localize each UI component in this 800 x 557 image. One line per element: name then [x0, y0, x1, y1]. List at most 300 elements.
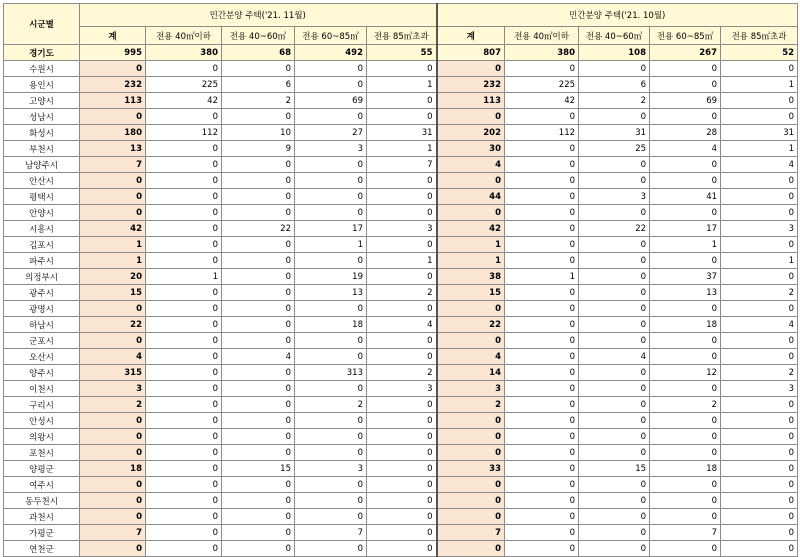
value-cell-nov: 0	[222, 269, 295, 285]
value-cell-nov: 0	[146, 365, 222, 381]
value-cell-oct: 0	[579, 285, 650, 301]
value-cell-oct: 0	[579, 61, 650, 77]
total-cell-nov: 18	[80, 461, 146, 477]
total-cell-nov: 0	[80, 109, 146, 125]
value-cell-nov: 0	[367, 93, 437, 109]
total-cell-oct: 0	[437, 509, 505, 525]
value-cell-nov: 0	[367, 333, 437, 349]
value-cell-nov: 0	[222, 445, 295, 461]
value-cell-oct: 0	[721, 461, 798, 477]
table-row	[4, 157, 798, 173]
value-cell-oct: 3	[579, 189, 650, 205]
value-cell-nov: 0	[295, 253, 367, 269]
value-cell-oct: 13	[650, 285, 721, 301]
value-cell-nov: 3	[295, 141, 367, 157]
value-cell-nov: 0	[295, 333, 367, 349]
table-row	[4, 109, 798, 125]
value-cell-nov: 1	[367, 253, 437, 269]
value-cell-nov: 13	[295, 285, 367, 301]
value-cell-nov: 0	[146, 141, 222, 157]
value-cell-nov: 0	[222, 413, 295, 429]
total-cell-nov: 0	[80, 61, 146, 77]
value-cell-nov: 0	[222, 365, 295, 381]
region-cell: 오산시	[4, 349, 80, 365]
value-cell-nov: 0	[222, 525, 295, 541]
value-cell-oct: 0	[505, 301, 579, 317]
value-cell-nov: 22	[222, 221, 295, 237]
value-cell-oct: 0	[579, 509, 650, 525]
region-cell: 광명시	[4, 301, 80, 317]
value-cell-oct: 0	[579, 541, 650, 557]
value-cell-nov: 0	[222, 189, 295, 205]
value-cell-oct: 0	[505, 525, 579, 541]
value-cell-nov: 1	[367, 77, 437, 93]
table-row	[4, 173, 798, 189]
value-cell-oct: 0	[579, 317, 650, 333]
value-cell-oct: 41	[650, 189, 721, 205]
housing-supply-table	[3, 3, 798, 557]
value-cell-oct: 31	[721, 125, 798, 141]
region-cell: 연천군	[4, 541, 80, 557]
value-cell-oct: 1	[721, 141, 798, 157]
region-cell: 남양주시	[4, 157, 80, 173]
value-cell-nov: 0	[367, 445, 437, 461]
region-cell: 부천시	[4, 141, 80, 157]
value-cell-oct: 22	[579, 221, 650, 237]
value-cell-nov: 0	[222, 173, 295, 189]
region-cell: 군포시	[4, 333, 80, 349]
value-cell-oct: 0	[579, 173, 650, 189]
table-row	[4, 333, 798, 349]
table-row	[4, 509, 798, 525]
value-cell-nov: 0	[367, 429, 437, 445]
value-cell-nov: 0	[295, 173, 367, 189]
value-cell-nov: 15	[222, 461, 295, 477]
value-cell-oct: 0	[721, 397, 798, 413]
value-cell-oct: 0	[721, 333, 798, 349]
total-cell-oct: 44	[437, 189, 505, 205]
total-cell-oct: 0	[437, 413, 505, 429]
total-cell-oct: 232	[437, 77, 505, 93]
region-cell: 과천시	[4, 509, 80, 525]
table-row	[4, 237, 798, 253]
value-cell-oct: 18	[650, 461, 721, 477]
value-cell-nov: 0	[367, 61, 437, 77]
value-cell-nov: 42	[146, 93, 222, 109]
total-cell-nov: 0	[80, 445, 146, 461]
value-cell-nov: 0	[367, 461, 437, 477]
table-row	[4, 413, 798, 429]
value-cell-oct: 0	[650, 493, 721, 509]
value-cell-oct: 0	[505, 445, 579, 461]
table-row	[4, 269, 798, 285]
value-cell-oct: 0	[579, 397, 650, 413]
table-row	[4, 205, 798, 221]
total-cell-oct: 0	[437, 333, 505, 349]
value-cell-nov: 0	[295, 77, 367, 93]
value-cell-oct: 0	[505, 61, 579, 77]
value-cell-nov: 4	[367, 317, 437, 333]
region-cell: 포천시	[4, 445, 80, 461]
value-cell-nov: 55	[367, 45, 437, 61]
value-cell-oct: 0	[721, 541, 798, 557]
total-cell-oct: 0	[437, 61, 505, 77]
region-cell: 고양시	[4, 93, 80, 109]
value-cell-nov: 18	[295, 317, 367, 333]
value-cell-oct: 0	[505, 333, 579, 349]
total-cell-oct: 14	[437, 365, 505, 381]
total-cell-nov: 0	[80, 493, 146, 509]
table-row	[4, 493, 798, 509]
value-cell-nov: 0	[295, 109, 367, 125]
total-cell-nov: 315	[80, 365, 146, 381]
value-cell-oct: 0	[579, 525, 650, 541]
value-cell-nov: 0	[222, 157, 295, 173]
value-cell-nov: 0	[146, 525, 222, 541]
total-cell-nov: 0	[80, 205, 146, 221]
col-header-over85-oct: 전용 85㎡초과	[721, 27, 798, 45]
total-cell-nov: 42	[80, 221, 146, 237]
value-cell-nov: 112	[146, 125, 222, 141]
value-cell-nov: 0	[367, 205, 437, 221]
value-cell-nov: 0	[222, 333, 295, 349]
value-cell-nov: 0	[146, 413, 222, 429]
value-cell-nov: 0	[295, 541, 367, 557]
value-cell-oct: 0	[579, 109, 650, 125]
region-cell: 수원시	[4, 61, 80, 77]
value-cell-oct: 2	[650, 397, 721, 413]
value-cell-oct: 0	[505, 253, 579, 269]
total-cell-oct: 0	[437, 301, 505, 317]
value-cell-oct: 1	[721, 77, 798, 93]
value-cell-oct: 0	[721, 525, 798, 541]
total-cell-oct: 807	[437, 45, 505, 61]
value-cell-oct: 0	[579, 493, 650, 509]
value-cell-oct: 4	[721, 317, 798, 333]
total-cell-nov: 0	[80, 413, 146, 429]
total-cell-oct: 7	[437, 525, 505, 541]
value-cell-nov: 0	[146, 445, 222, 461]
value-cell-oct: 112	[505, 125, 579, 141]
value-cell-oct: 0	[721, 493, 798, 509]
value-cell-oct: 1	[721, 253, 798, 269]
total-cell-nov: 0	[80, 541, 146, 557]
value-cell-oct: 0	[721, 237, 798, 253]
value-cell-oct: 2	[721, 285, 798, 301]
region-cell: 화성시	[4, 125, 80, 141]
value-cell-oct: 0	[721, 509, 798, 525]
value-cell-oct: 69	[650, 93, 721, 109]
value-cell-oct: 6	[579, 77, 650, 93]
value-cell-oct: 7	[650, 525, 721, 541]
col-header-60-85-nov: 전용 60~85㎡	[295, 27, 367, 45]
region-cell: 이천시	[4, 381, 80, 397]
col-header-60-85-oct: 전용 60~85㎡	[650, 27, 721, 45]
header-row-groups	[4, 4, 798, 27]
table-row	[4, 317, 798, 333]
total-cell-oct: 38	[437, 269, 505, 285]
value-cell-oct: 0	[650, 173, 721, 189]
total-cell-nov: 1	[80, 237, 146, 253]
value-cell-oct: 0	[505, 141, 579, 157]
value-cell-oct: 0	[505, 349, 579, 365]
region-cell: 경기도	[4, 45, 80, 61]
value-cell-nov: 19	[295, 269, 367, 285]
value-cell-nov: 3	[367, 221, 437, 237]
value-cell-oct: 0	[721, 349, 798, 365]
value-cell-nov: 1	[146, 269, 222, 285]
total-cell-nov: 7	[80, 525, 146, 541]
value-cell-oct: 4	[721, 157, 798, 173]
table-row	[4, 445, 798, 461]
region-cell: 구리시	[4, 397, 80, 413]
value-cell-nov: 0	[222, 253, 295, 269]
value-cell-oct: 0	[505, 429, 579, 445]
value-cell-nov: 0	[146, 429, 222, 445]
value-cell-nov: 0	[295, 205, 367, 221]
header-row-columns	[4, 27, 798, 45]
value-cell-nov: 0	[295, 413, 367, 429]
value-cell-oct: 0	[505, 157, 579, 173]
value-cell-oct: 0	[721, 413, 798, 429]
value-cell-oct: 0	[505, 189, 579, 205]
value-cell-nov: 0	[367, 109, 437, 125]
value-cell-oct: 0	[579, 333, 650, 349]
value-cell-oct: 4	[579, 349, 650, 365]
value-cell-nov: 0	[295, 509, 367, 525]
region-cell: 안성시	[4, 413, 80, 429]
value-cell-oct: 0	[650, 477, 721, 493]
value-cell-oct: 108	[579, 45, 650, 61]
value-cell-nov: 380	[146, 45, 222, 61]
value-cell-oct: 0	[650, 253, 721, 269]
value-cell-oct: 0	[505, 413, 579, 429]
value-cell-oct: 1	[505, 269, 579, 285]
total-cell-nov: 113	[80, 93, 146, 109]
table-row	[4, 429, 798, 445]
value-cell-oct: 0	[650, 413, 721, 429]
value-cell-oct: 0	[505, 173, 579, 189]
col-header-over85-nov: 전용 85㎡초과	[367, 27, 437, 45]
value-cell-nov: 2	[367, 365, 437, 381]
value-cell-nov: 7	[367, 157, 437, 173]
total-cell-nov: 15	[80, 285, 146, 301]
total-cell-nov: 0	[80, 477, 146, 493]
total-cell-oct: 0	[437, 429, 505, 445]
value-cell-oct: 0	[721, 429, 798, 445]
value-cell-oct: 0	[505, 397, 579, 413]
total-cell-oct: 30	[437, 141, 505, 157]
value-cell-nov: 0	[146, 541, 222, 557]
total-cell-oct: 0	[437, 173, 505, 189]
total-cell-nov: 0	[80, 509, 146, 525]
total-cell-nov: 0	[80, 429, 146, 445]
region-cell: 시흥시	[4, 221, 80, 237]
value-cell-nov: 68	[222, 45, 295, 61]
value-cell-oct: 0	[579, 381, 650, 397]
table-row	[4, 221, 798, 237]
value-cell-oct: 0	[579, 429, 650, 445]
value-cell-oct: 0	[579, 269, 650, 285]
value-cell-oct: 0	[721, 301, 798, 317]
total-cell-nov: 180	[80, 125, 146, 141]
value-cell-oct: 0	[650, 77, 721, 93]
col-header-40-60-oct: 전용 40~60㎡	[579, 27, 650, 45]
value-cell-oct: 0	[721, 61, 798, 77]
value-cell-oct: 0	[721, 189, 798, 205]
value-cell-nov: 0	[367, 525, 437, 541]
table-row	[4, 365, 798, 381]
total-cell-oct: 0	[437, 541, 505, 557]
value-cell-oct: 2	[579, 93, 650, 109]
value-cell-oct: 0	[505, 381, 579, 397]
total-cell-oct: 0	[437, 205, 505, 221]
value-cell-nov: 0	[222, 237, 295, 253]
value-cell-nov: 0	[146, 221, 222, 237]
table-row	[4, 93, 798, 109]
value-cell-nov: 69	[295, 93, 367, 109]
value-cell-oct: 267	[650, 45, 721, 61]
region-cell: 양주시	[4, 365, 80, 381]
value-cell-nov: 0	[146, 205, 222, 221]
value-cell-nov: 6	[222, 77, 295, 93]
value-cell-oct: 0	[505, 317, 579, 333]
table-row	[4, 541, 798, 557]
total-cell-oct: 33	[437, 461, 505, 477]
total-cell-oct: 202	[437, 125, 505, 141]
value-cell-oct: 0	[650, 381, 721, 397]
total-cell-nov: 22	[80, 317, 146, 333]
value-cell-oct: 18	[650, 317, 721, 333]
total-cell-nov: 995	[80, 45, 146, 61]
total-cell-oct: 0	[437, 445, 505, 461]
total-cell-oct: 0	[437, 477, 505, 493]
value-cell-oct: 0	[721, 445, 798, 461]
value-cell-oct: 0	[505, 205, 579, 221]
value-cell-nov: 225	[146, 77, 222, 93]
table-row	[4, 285, 798, 301]
value-cell-oct: 0	[579, 445, 650, 461]
value-cell-nov: 0	[222, 509, 295, 525]
value-cell-nov: 0	[222, 493, 295, 509]
value-cell-oct: 25	[579, 141, 650, 157]
value-cell-nov: 0	[367, 397, 437, 413]
value-cell-nov: 0	[295, 493, 367, 509]
total-cell-nov: 1	[80, 253, 146, 269]
value-cell-nov: 0	[295, 429, 367, 445]
value-cell-nov: 2	[222, 93, 295, 109]
value-cell-oct: 0	[579, 301, 650, 317]
region-cell: 용인시	[4, 77, 80, 93]
value-cell-nov: 0	[146, 157, 222, 173]
value-cell-nov: 0	[295, 445, 367, 461]
col-header-total-nov: 계	[80, 27, 146, 45]
value-cell-oct: 0	[579, 237, 650, 253]
table-row	[4, 477, 798, 493]
value-cell-nov: 0	[146, 253, 222, 269]
table-row	[4, 125, 798, 141]
value-cell-nov: 0	[146, 301, 222, 317]
value-cell-nov: 0	[295, 381, 367, 397]
value-cell-oct: 0	[579, 157, 650, 173]
value-cell-nov: 0	[222, 397, 295, 413]
value-cell-oct: 52	[721, 45, 798, 61]
total-cell-oct: 0	[437, 493, 505, 509]
value-cell-oct: 0	[579, 477, 650, 493]
value-cell-nov: 0	[146, 509, 222, 525]
value-cell-oct: 0	[505, 461, 579, 477]
value-cell-oct: 0	[505, 221, 579, 237]
table-body	[4, 45, 798, 557]
value-cell-nov: 4	[222, 349, 295, 365]
total-cell-nov: 0	[80, 173, 146, 189]
region-cell: 의정부시	[4, 269, 80, 285]
value-cell-oct: 0	[579, 365, 650, 381]
value-cell-oct: 0	[579, 253, 650, 269]
group-header-nov: 민간분양 주택('21. 11월)	[80, 4, 437, 27]
value-cell-oct: 37	[650, 269, 721, 285]
col-header-under40-oct: 전용 40㎡이하	[505, 27, 579, 45]
col-header-under40-nov: 전용 40㎡이하	[146, 27, 222, 45]
value-cell-oct: 3	[721, 381, 798, 397]
value-cell-nov: 0	[222, 429, 295, 445]
group-header-oct: 민간분양 주택('21. 10월)	[437, 4, 798, 27]
value-cell-nov: 0	[367, 413, 437, 429]
value-cell-oct: 12	[650, 365, 721, 381]
region-cell: 파주시	[4, 253, 80, 269]
value-cell-nov: 0	[146, 61, 222, 77]
region-cell: 김포시	[4, 237, 80, 253]
value-cell-nov: 0	[367, 493, 437, 509]
total-cell-oct: 15	[437, 285, 505, 301]
value-cell-nov: 0	[146, 173, 222, 189]
table-row	[4, 301, 798, 317]
value-cell-nov: 0	[222, 301, 295, 317]
value-cell-nov: 1	[367, 141, 437, 157]
total-cell-nov: 20	[80, 269, 146, 285]
total-cell-oct: 3	[437, 381, 505, 397]
table-row	[4, 381, 798, 397]
value-cell-nov: 0	[222, 205, 295, 221]
col-header-total-oct: 계	[437, 27, 505, 45]
value-cell-oct: 15	[579, 461, 650, 477]
value-cell-oct: 0	[650, 429, 721, 445]
total-cell-nov: 13	[80, 141, 146, 157]
value-cell-nov: 0	[146, 349, 222, 365]
value-cell-nov: 0	[367, 541, 437, 557]
value-cell-nov: 0	[222, 381, 295, 397]
value-cell-nov: 0	[146, 381, 222, 397]
value-cell-nov: 0	[367, 269, 437, 285]
value-cell-oct: 380	[505, 45, 579, 61]
value-cell-nov: 0	[367, 237, 437, 253]
value-cell-oct: 1	[650, 237, 721, 253]
table-row-total	[4, 45, 798, 61]
value-cell-nov: 0	[146, 477, 222, 493]
value-cell-nov: 0	[367, 189, 437, 205]
value-cell-oct: 225	[505, 77, 579, 93]
value-cell-nov: 0	[222, 541, 295, 557]
total-cell-oct: 2	[437, 397, 505, 413]
value-cell-oct: 0	[505, 285, 579, 301]
value-cell-nov: 0	[146, 397, 222, 413]
value-cell-oct: 0	[505, 493, 579, 509]
value-cell-nov: 7	[295, 525, 367, 541]
total-cell-oct: 1	[437, 237, 505, 253]
value-cell-nov: 0	[222, 285, 295, 301]
region-cell: 동두천시	[4, 493, 80, 509]
table-row	[4, 253, 798, 269]
